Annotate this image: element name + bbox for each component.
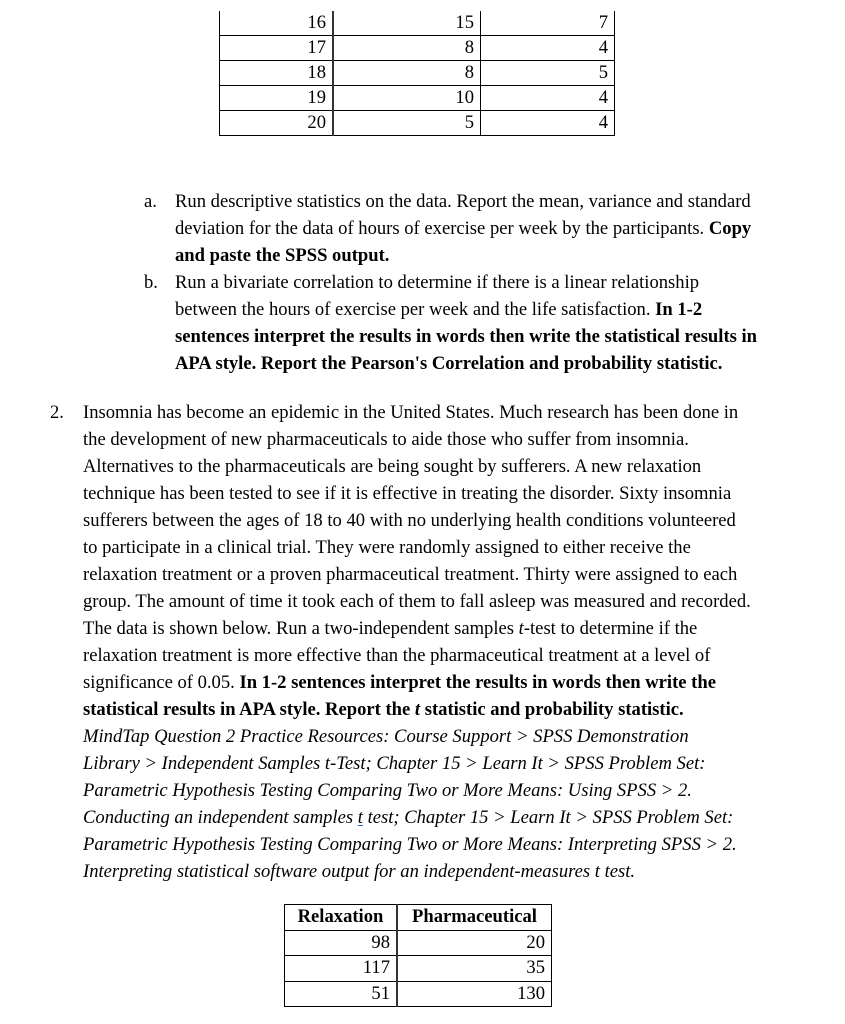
bold-text-run: and paste the SPSS output. — [175, 245, 390, 266]
table-row — [285, 956, 552, 982]
table-cell: 4 — [481, 86, 615, 111]
text-line — [83, 723, 828, 750]
text-line: relaxation treatment or a proven pharmaceutical treatment. Thirty were assigned to each — [83, 564, 738, 585]
resources-text: Parametric Hypothesis Testing Comparing Two or More Means: Interpreting SPSS > 2. — [83, 834, 737, 855]
table-cell: 8 — [333, 61, 481, 86]
bold-text-run: statistic and probability statistic. — [420, 699, 684, 720]
resources-text: Conducting an independent samples — [83, 807, 358, 828]
bold-text-run: sentences interpret the results in words then write the statistical results in — [175, 326, 758, 347]
text-line — [83, 777, 828, 804]
table-cell: 15 — [333, 11, 481, 36]
text-run: significance of 0.05. — [83, 672, 240, 693]
resources-text: Interpreting statistical software output for an independent-measures t test. — [83, 861, 636, 882]
bold-text-run: In 1-2 sentences interpret the results in words then write the — [239, 672, 716, 693]
column-header-relaxation: Relaxation — [285, 905, 398, 931]
text-line — [175, 269, 835, 296]
text-line — [175, 350, 835, 377]
text-line: Alternatives to the pharmaceuticals are being sought by sufferers. A new relaxation — [83, 456, 702, 477]
table-cell: 16 — [220, 11, 334, 36]
table-cell: 17 — [220, 36, 334, 61]
text-line: to participate in a clinical trial. They were randomly assigned to either receive the — [83, 537, 691, 558]
bold-text-run: statistical results in APA style. Report the — [83, 699, 415, 720]
text-line: relaxation treatment is more effective than the pharmaceutical treatment at a level of — [83, 645, 711, 666]
bold-text-run: In 1-2 — [655, 299, 703, 320]
resources-text: MindTap Question 2 Practice Resources: Course Support > SPSS Demonstration — [83, 726, 689, 747]
text-line: sufferers between the ages of 18 to 40 with no underlying health conditions volunteered — [83, 510, 736, 531]
list-marker: a. — [144, 191, 157, 212]
resources-text: test; Chapter 15 > Learn It > SPSS Problem Set: — [362, 807, 734, 828]
table-row — [220, 86, 615, 111]
bold-text-run: Copy — [708, 218, 752, 239]
text-line — [175, 188, 825, 215]
table-cell: 20 — [397, 930, 552, 956]
table-cell: 7 — [481, 11, 615, 36]
list-marker: 2. — [50, 402, 64, 423]
table-row — [220, 61, 615, 86]
table-cell: 18 — [220, 61, 334, 86]
table-cell: 5 — [333, 111, 481, 136]
list-marker: b. — [144, 272, 158, 293]
text-line — [175, 215, 825, 242]
text-line — [175, 323, 835, 350]
text-line — [83, 750, 828, 777]
text-line — [83, 696, 828, 723]
table-cell: 4 — [481, 36, 615, 61]
text-run: The data is shown below. Run a two-independent samples — [83, 618, 519, 639]
text-line: Insomnia has become an epidemic in the United States. Much research has been done in — [83, 402, 739, 423]
part-a-text — [175, 188, 825, 269]
text-line: the development of new pharmaceuticals to aide those who suffer from insomnia. — [83, 429, 689, 450]
table-cell: 5 — [481, 61, 615, 86]
text-run: Run descriptive statistics on the data. Report the mean, variance and standard — [175, 191, 751, 212]
text-run: deviation for the data of hours of exercise per week by the participants. — [175, 218, 709, 239]
text-run: Run a bivariate correlation to determine if there is a linear relationship — [175, 272, 700, 293]
exercise-data-table — [219, 11, 615, 136]
italic-t: t — [518, 618, 524, 639]
table-cell: 130 — [397, 981, 552, 1007]
table-cell: 98 — [285, 930, 398, 956]
resources-text: Parametric Hypothesis Testing Comparing Two or More Means: Using SPSS > 2. — [83, 780, 692, 801]
table-cell: 19 — [220, 86, 334, 111]
text-line — [83, 831, 828, 858]
table-cell: 35 — [397, 956, 552, 982]
question-2-text — [83, 399, 828, 885]
table-cell: 8 — [333, 36, 481, 61]
text-line — [83, 804, 828, 831]
table-row — [220, 11, 615, 36]
text-line — [175, 296, 835, 323]
part-b-text — [175, 269, 835, 377]
column-header-pharmaceutical: Pharmaceutical — [397, 905, 552, 931]
table-cell: 20 — [220, 111, 334, 136]
table-cell: 4 — [481, 111, 615, 136]
bold-text-run: APA style. Report the Pearson's Correlation and probability statistic. — [175, 353, 723, 374]
bold-italic-t: t — [414, 699, 421, 720]
underlined-t: t — [357, 807, 363, 828]
text-run: -test to determine if the — [523, 618, 698, 639]
text-line: group. The amount of time it took each of them to fall asleep was measured and recorded. — [83, 591, 751, 612]
insomnia-data-table — [284, 904, 552, 1007]
table-cell: 117 — [285, 956, 398, 982]
table-row — [285, 930, 552, 956]
table-cell: 10 — [333, 86, 481, 111]
text-line — [83, 858, 828, 885]
text-run: between the hours of exercise per week and the life satisfaction. — [175, 299, 656, 320]
table-row — [220, 36, 615, 61]
text-line — [83, 669, 828, 696]
resources-text: Library > Independent Samples t-Test; Chapter 15 > Learn It > SPSS Problem Set: — [83, 753, 706, 774]
table-header-row — [285, 905, 552, 931]
text-line: technique has been tested to see if it is effective in treating the disorder. Sixty insomnia — [83, 483, 732, 504]
text-line — [83, 615, 828, 642]
table-row — [220, 111, 615, 136]
text-line — [175, 242, 825, 269]
table-row — [285, 981, 552, 1007]
table-cell: 51 — [285, 981, 398, 1007]
